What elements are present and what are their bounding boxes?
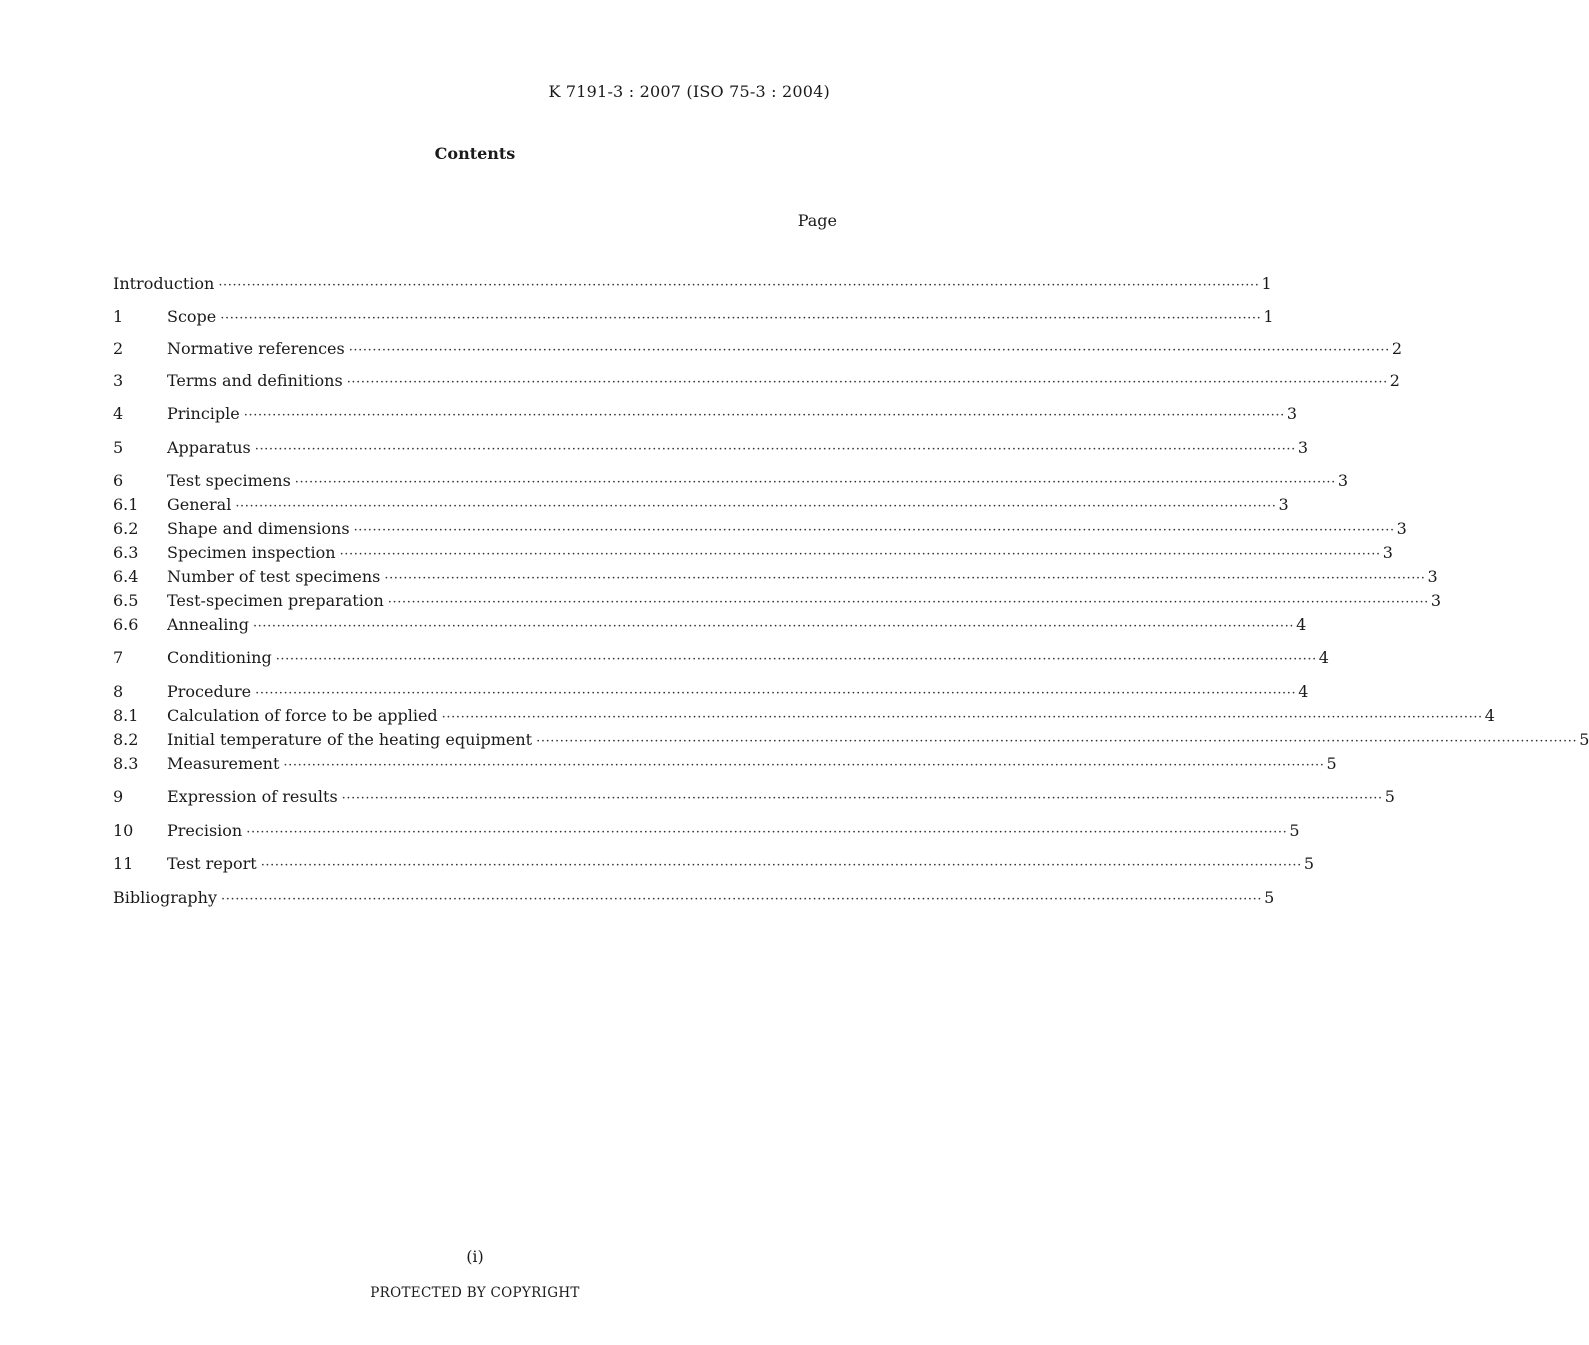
toc-entry-page: 3	[1382, 543, 1393, 562]
toc-leader-dots: ····························································································································································································································	[221, 892, 1263, 907]
toc-entry	[113, 646, 1329, 670]
toc-entry-page: 3	[1297, 438, 1309, 457]
toc-leader-dots: ····························································································································································································································	[235, 499, 1277, 514]
toc-entry	[113, 272, 1272, 296]
toc-entry-page: 4	[1318, 648, 1329, 667]
toc-entry-page: 5	[1289, 821, 1300, 840]
toc-entry-title: Procedure	[167, 682, 252, 701]
toc-entry-number: 7	[113, 648, 124, 667]
toc-entry	[113, 785, 1395, 809]
toc-entry-title: Shape and dimensions	[167, 519, 350, 538]
toc-entry-title: Annealing	[167, 615, 249, 634]
toc-leader-dots: ····························································································································································································································	[353, 523, 1395, 538]
toc-entry-title: Measurement	[167, 754, 280, 773]
toc-leader-dots: ····························································································································································································································	[283, 758, 1325, 773]
toc-leader-dots: ····························································································································································································································	[294, 475, 1336, 490]
toc-entry	[113, 613, 1307, 637]
toc-entry-page: 3	[1396, 519, 1407, 538]
toc-entry-page: 3	[1337, 471, 1349, 490]
toc-entry-title: Specimen inspection	[167, 543, 336, 562]
toc-entry-number: 6.4	[113, 567, 139, 586]
document-identifier: K 7191-3 : 2007 (ISO 75-3 : 2004)	[548, 82, 830, 101]
toc-entry	[113, 852, 1314, 876]
toc-entry-page: 5	[1264, 888, 1275, 907]
toc-entry	[113, 589, 1442, 613]
toc-entry-number: 10	[113, 821, 134, 840]
toc-entry	[113, 517, 1407, 541]
toc-entry	[113, 305, 1274, 329]
toc-entry-number: 4	[113, 404, 124, 423]
toc-leader-dots: ····························································································································································································································	[536, 734, 1578, 749]
toc-entry-title: Test report	[167, 854, 257, 873]
toc-entry-number: 1	[113, 307, 124, 326]
toc-leader-dots: ····························································································································································································································	[387, 595, 1429, 610]
toc-entry	[113, 493, 1289, 517]
toc-leader-dots: ····························································································································································································································	[252, 619, 1295, 634]
toc-entry-page: 3	[1430, 591, 1442, 610]
toc-leader-dots: ····························································································································································································································	[260, 858, 1302, 873]
toc-entry-number: 8	[113, 682, 124, 701]
toc-entry-title: General	[167, 495, 232, 514]
toc-entry	[113, 369, 1400, 393]
toc-entry	[113, 337, 1402, 361]
toc-leader-dots: ····························································································································································································································	[441, 710, 1483, 725]
toc-entry	[113, 565, 1438, 589]
toc-entry-number: 6	[113, 471, 124, 490]
toc-entry-title: Number of test specimens	[167, 567, 381, 586]
toc-leader-dots: ····························································································································································································································	[255, 686, 1297, 701]
toc-entry-page: 3	[1278, 495, 1289, 514]
toc-entry-page: 5	[1303, 854, 1314, 873]
toc-entry	[113, 752, 1337, 776]
toc-entry-title: Terms and definitions	[167, 371, 343, 390]
toc-entry-title: Normative references	[167, 339, 345, 358]
toc-entry-number: 5	[113, 438, 124, 457]
toc-entry	[113, 469, 1349, 493]
toc-entry-number: 8.1	[113, 706, 139, 725]
toc-entry-number: 8.3	[113, 754, 139, 773]
toc-entry	[113, 541, 1393, 565]
toc-entry-page: 2	[1389, 371, 1400, 390]
toc-entry-page: 2	[1391, 339, 1402, 358]
toc-entry-title: Scope	[167, 307, 217, 326]
toc-leader-dots: ····························································································································································································································	[384, 571, 1426, 586]
toc-entry-number: 6.5	[113, 591, 139, 610]
toc-leader-dots: ····························································································································································································································	[275, 652, 1317, 667]
toc-entry-number: 6.6	[113, 615, 139, 634]
toc-entry	[113, 728, 1589, 752]
toc-entry-number: 9	[113, 787, 124, 806]
toc-entry-title: Introduction	[113, 274, 215, 293]
toc-leader-dots: ····························································································································································································································	[254, 442, 1296, 457]
toc-entry-number: 6.2	[113, 519, 139, 538]
toc-entry	[113, 402, 1298, 426]
toc-entry-title: Conditioning	[167, 648, 272, 667]
toc-leader-dots: ····························································································································································································································	[243, 408, 1285, 423]
toc-entry	[113, 680, 1309, 704]
toc-leader-dots: ····························································································································································································································	[341, 791, 1383, 806]
toc-entry-page: 3	[1427, 567, 1438, 586]
toc-entry-title: Expression of results	[167, 787, 338, 806]
toc-entry-page: 4	[1298, 682, 1309, 701]
toc-entry-title: Test specimens	[167, 471, 291, 490]
toc-entry	[113, 704, 1495, 728]
toc-entry-number: 8.2	[113, 730, 139, 749]
toc-entry-number: 11	[113, 854, 134, 873]
toc-leader-dots: ····························································································································································································································	[339, 547, 1381, 562]
toc-entry-number: 3	[113, 371, 124, 390]
toc-entry-title: Test-specimen preparation	[167, 591, 384, 610]
toc-entry-page: 1	[1263, 307, 1274, 326]
toc-entry	[113, 819, 1300, 843]
toc-entry-number: 6.1	[113, 495, 139, 514]
toc-leader-dots: ····························································································································································································································	[348, 343, 1390, 358]
toc-entry-title: Calculation of force to be applied	[167, 706, 438, 725]
toc-leader-dots: ····························································································································································································································	[346, 375, 1388, 390]
toc-entry-page: 5	[1326, 754, 1337, 773]
toc-entry-page: 1	[1261, 274, 1272, 293]
toc-entry-title: Bibliography	[113, 888, 217, 907]
toc-entry	[113, 436, 1309, 460]
contents-heading: Contents	[434, 144, 516, 163]
toc-entry-title: Initial temperature of the heating equipment	[167, 730, 533, 749]
toc-leader-dots: ····························································································································································································································	[218, 278, 1260, 293]
toc-entry-title: Apparatus	[167, 438, 251, 457]
toc-entry-page: 3	[1286, 404, 1298, 423]
copyright-notice: PROTECTED BY COPYRIGHT	[370, 1285, 580, 1301]
toc-entry-number: 2	[113, 339, 124, 358]
toc-entry-page: 4	[1484, 706, 1495, 725]
page-column-label: Page	[797, 211, 837, 230]
toc-entry-page: 5	[1384, 787, 1395, 806]
toc-entry-page: 5	[1579, 730, 1589, 749]
toc-entry-number: 6.3	[113, 543, 139, 562]
toc-entry	[113, 886, 1275, 910]
toc-leader-dots: ····························································································································································································································	[246, 825, 1288, 840]
page-number: (i)	[466, 1247, 484, 1266]
toc-entry-title: Principle	[167, 404, 240, 423]
toc-entry-title: Precision	[167, 821, 243, 840]
toc-entry-page: 4	[1296, 615, 1307, 634]
toc-leader-dots: ····························································································································································································································	[220, 311, 1262, 326]
